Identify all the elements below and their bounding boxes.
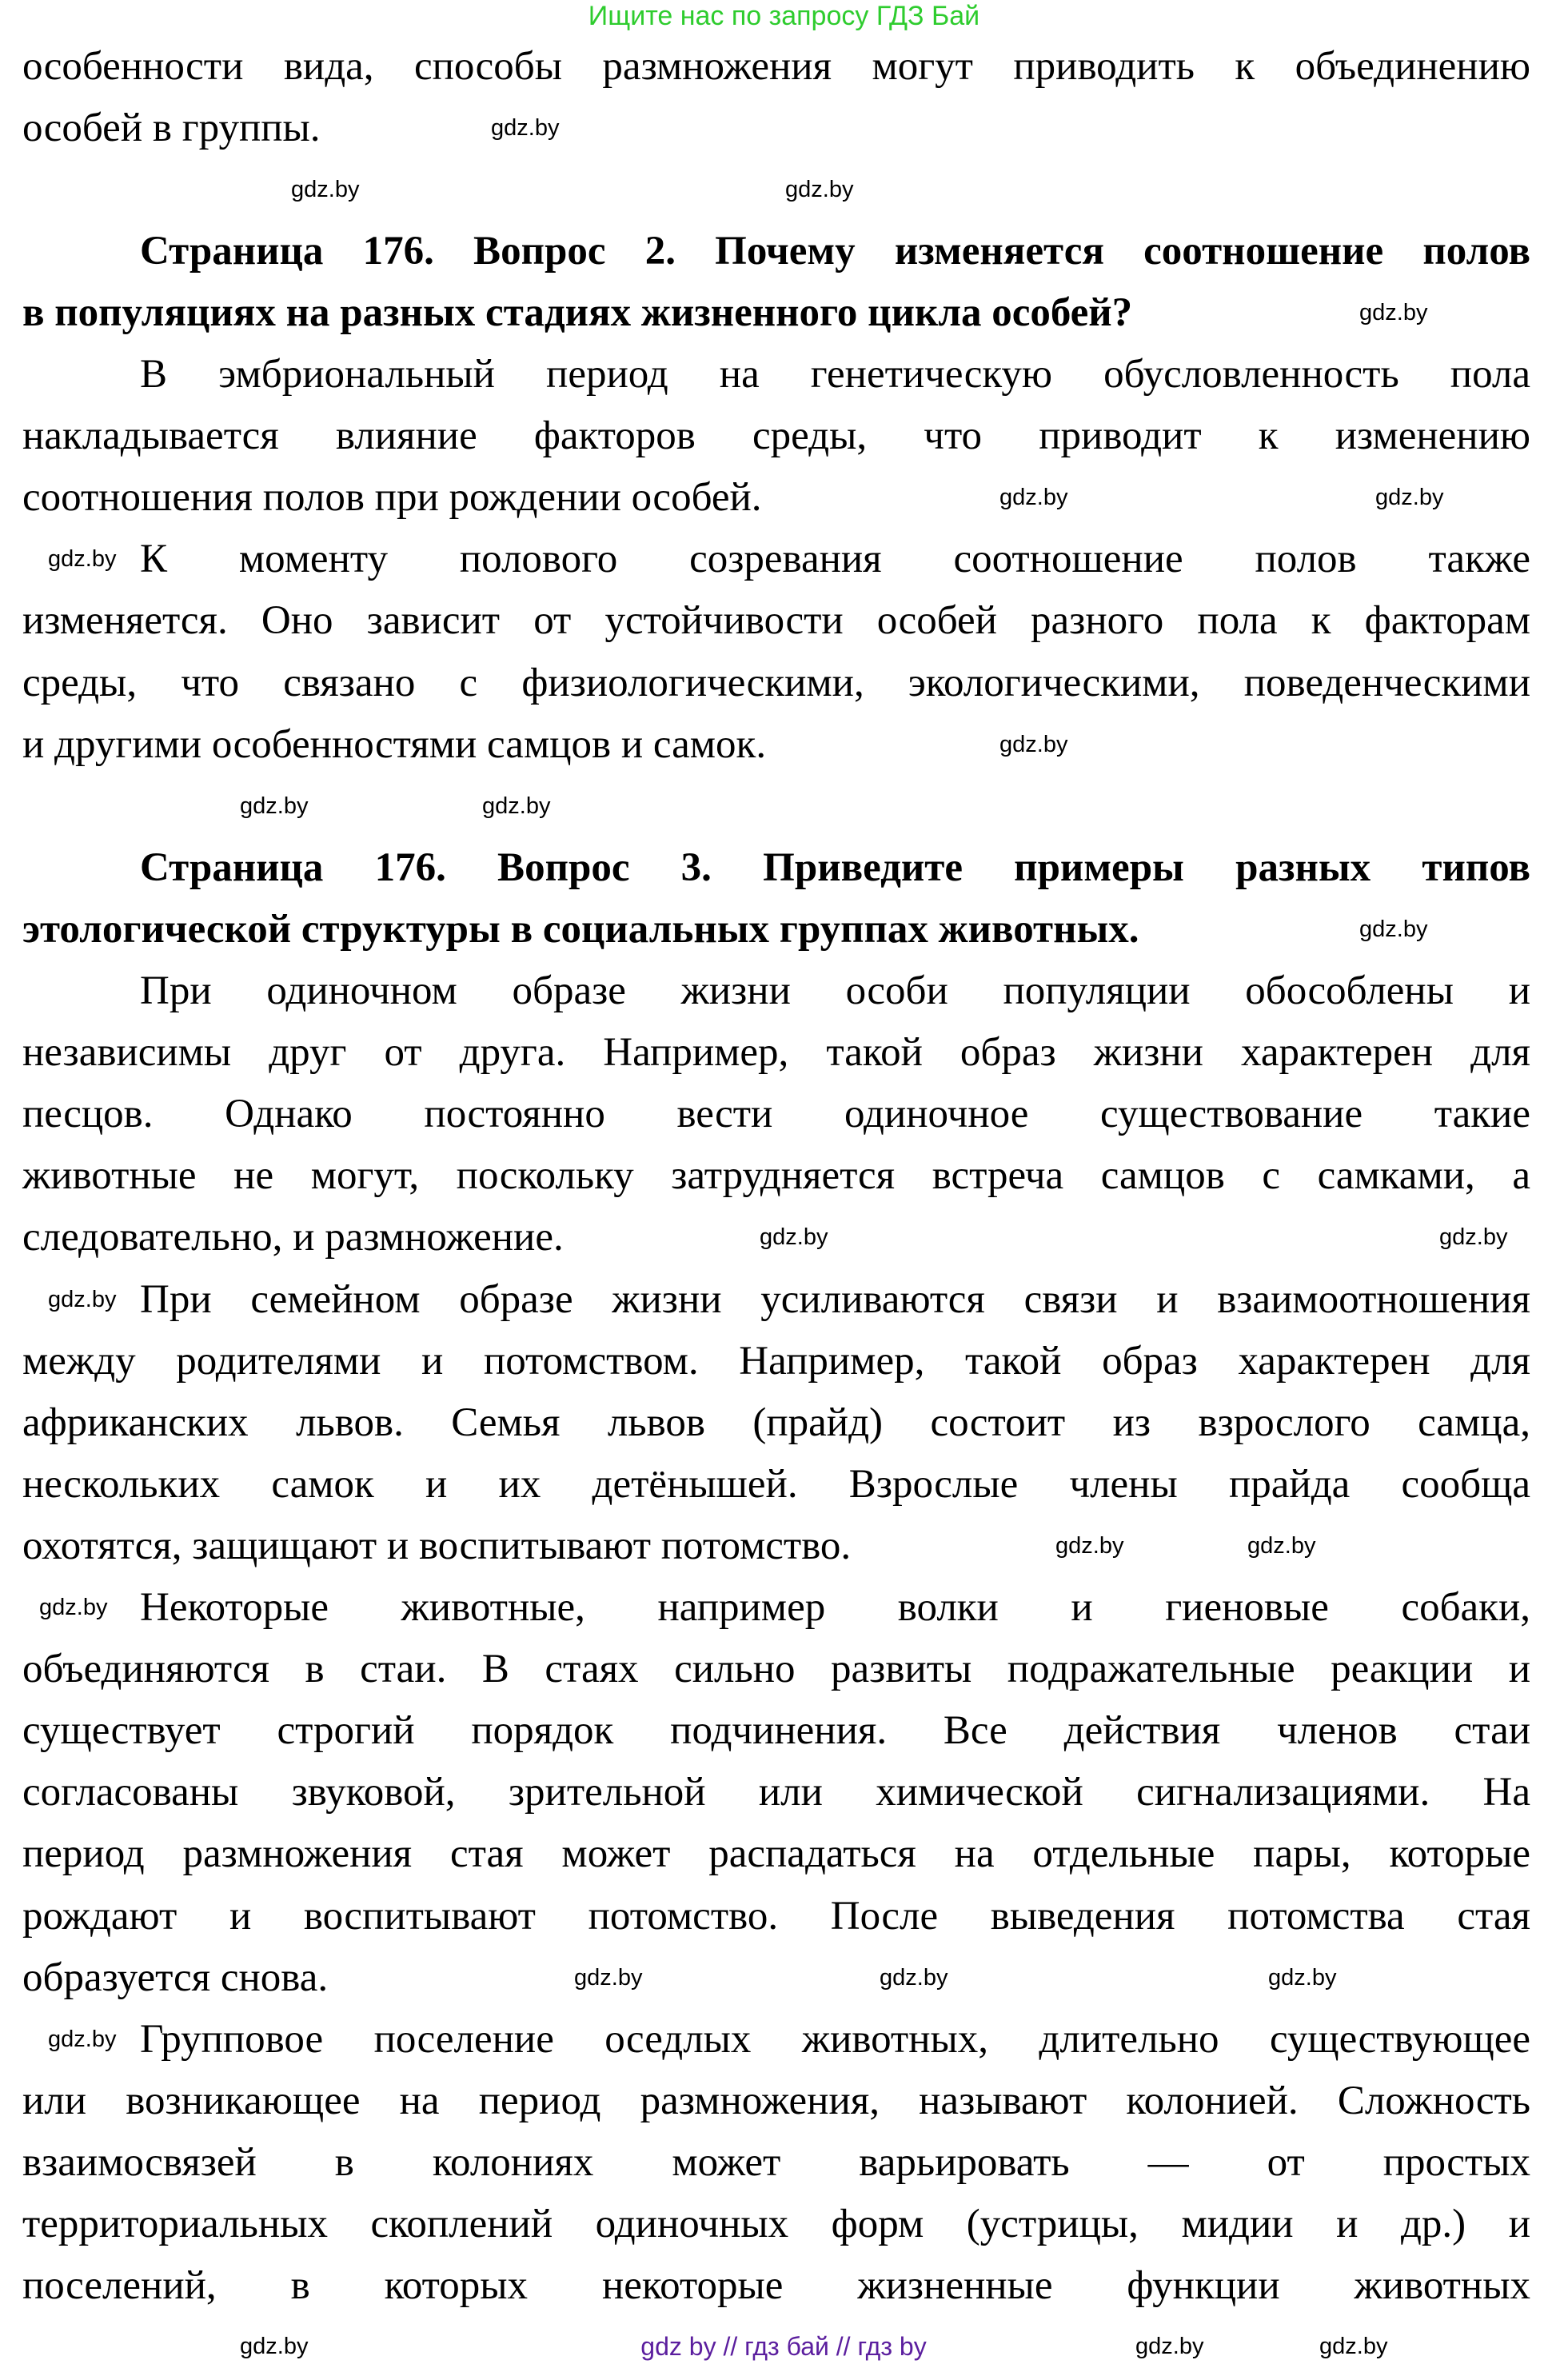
- watermark: gdz.by: [491, 115, 560, 141]
- text-line: объединяются в стаи. В стаях сильно развиты подражательные реакции и: [22, 1647, 1530, 1692]
- text-line: или возникающее на период размножения, называют колонией. Сложность: [22, 2078, 1530, 2123]
- watermark: gdz.by: [760, 1224, 828, 1250]
- text-line: При семейном образе жизни усиливаются связи и взаимоотношения: [140, 1276, 1530, 1322]
- search-hint-banner: Ищите нас по запросу ГДЗ Бай: [588, 1, 980, 31]
- text-line: следовательно, и размножение.: [22, 1215, 564, 1260]
- text-line: соотношения полов при рождении особей.: [22, 475, 762, 521]
- text-line: образуется снова.: [22, 1955, 329, 2000]
- watermark: gdz.by: [1439, 1224, 1508, 1250]
- text-line: и другими особенностями самцов и самок.: [22, 721, 767, 767]
- text-line: В эмбриональный период на генетическую обусловленность пола: [140, 352, 1530, 397]
- text-line: песцов. Однако постоянно вести одиночное существование такие: [22, 1092, 1530, 1137]
- text-line: согласованы звуковой, зрительной или химической сигнализациями. На: [22, 1770, 1530, 1815]
- watermark: gdz.by: [1135, 2334, 1204, 2359]
- text-line: накладывается влияние факторов среды, что приводит к изменению: [22, 413, 1530, 459]
- text-line: Некоторые животные, например волки и гиеновые собаки,: [140, 1585, 1530, 1630]
- watermark: gdz.by: [240, 793, 309, 819]
- watermark: gdz.by: [999, 732, 1068, 757]
- watermark: gdz.by: [1247, 1533, 1316, 1559]
- watermark: gdz.by: [880, 1965, 948, 1991]
- watermark: gdz.by: [1375, 485, 1444, 510]
- text-line: охотятся, защищают и воспитывают потомство.: [22, 1523, 852, 1568]
- watermark: gdz.by: [999, 485, 1068, 510]
- watermark: gdz.by: [48, 2027, 117, 2052]
- text-line: изменяется. Оно зависит от устойчивости особей разного пола к факторам: [22, 598, 1530, 644]
- text-line: африканских львов. Семья львов (прайд) состоит из взрослого самца,: [22, 1400, 1530, 1445]
- watermark: gdz.by: [39, 1595, 108, 1620]
- watermark: gdz.by: [1055, 1533, 1124, 1559]
- text-line: период размножения стая может распадаться на отдельные пары, которые: [22, 1831, 1530, 1877]
- question-heading: Страница 176. Вопрос 3. Приведите примеры разных типов: [140, 845, 1530, 890]
- watermark: gdz.by: [1268, 1965, 1337, 1991]
- question-heading: Страница 176. Вопрос 2. Почему изменяется соотношение полов: [140, 228, 1530, 274]
- footer-links[interactable]: gdz by // гдз бай // гдз by: [640, 2332, 927, 2361]
- text-line: территориальных скоплений одиночных форм (устрицы, мидии и др.) и: [22, 2202, 1530, 2246]
- watermark: gdz.by: [1359, 916, 1428, 942]
- text-line: К моменту полового созревания соотношение полов также: [140, 537, 1530, 582]
- watermark: gdz.by: [1359, 300, 1428, 325]
- text-line: независимы друг от друга. Например, такой образ жизни характерен для: [22, 1030, 1530, 1076]
- watermark: gdz.by: [291, 177, 360, 202]
- text-line: При одиночном образе жизни особи популяции обособлены и: [140, 968, 1530, 1013]
- text-line: среды, что связано с физиологическими, экологическими, поведенческими: [22, 660, 1530, 705]
- text-line: Групповое поселение оседлых животных, длительно существующее: [140, 2016, 1530, 2062]
- watermark: gdz.by: [482, 793, 551, 819]
- watermark: gdz.by: [48, 546, 117, 572]
- text-line: нескольких самок и их детёнышей. Взрослые члены прайда сообща: [22, 1461, 1530, 1507]
- question-heading: в популяциях на разных стадиях жизненного цикла особей?: [22, 290, 1133, 335]
- text-line: между родителями и потомством. Например, такой образ характерен для: [22, 1338, 1530, 1384]
- watermark: gdz.by: [240, 2334, 309, 2359]
- text-line: рождают и воспитывают потомство. После выведения потомства стая: [22, 1893, 1530, 1939]
- watermark: gdz.by: [48, 1287, 117, 1312]
- text-line: взаимосвязей в колониях может варьировать — от простых: [22, 2139, 1530, 2185]
- text-line: особей в группы.: [22, 105, 321, 150]
- question-heading: этологической структуры в социальных группах животных.: [22, 906, 1139, 952]
- watermark: gdz.by: [574, 1965, 643, 1991]
- watermark: gdz.by: [785, 177, 854, 202]
- text-line: существует строгий порядок подчинения. Все действия членов стаи: [22, 1708, 1530, 1754]
- text-line: особенности вида, способы размножения могут приводить к объединению: [22, 43, 1530, 89]
- text-line: животные не могут, поскольку затрудняется встреча самцов с самками, а: [22, 1153, 1530, 1199]
- watermark: gdz.by: [1319, 2334, 1388, 2359]
- text-line: поселений, в которых некоторые жизненные функции животных: [22, 2263, 1530, 2309]
